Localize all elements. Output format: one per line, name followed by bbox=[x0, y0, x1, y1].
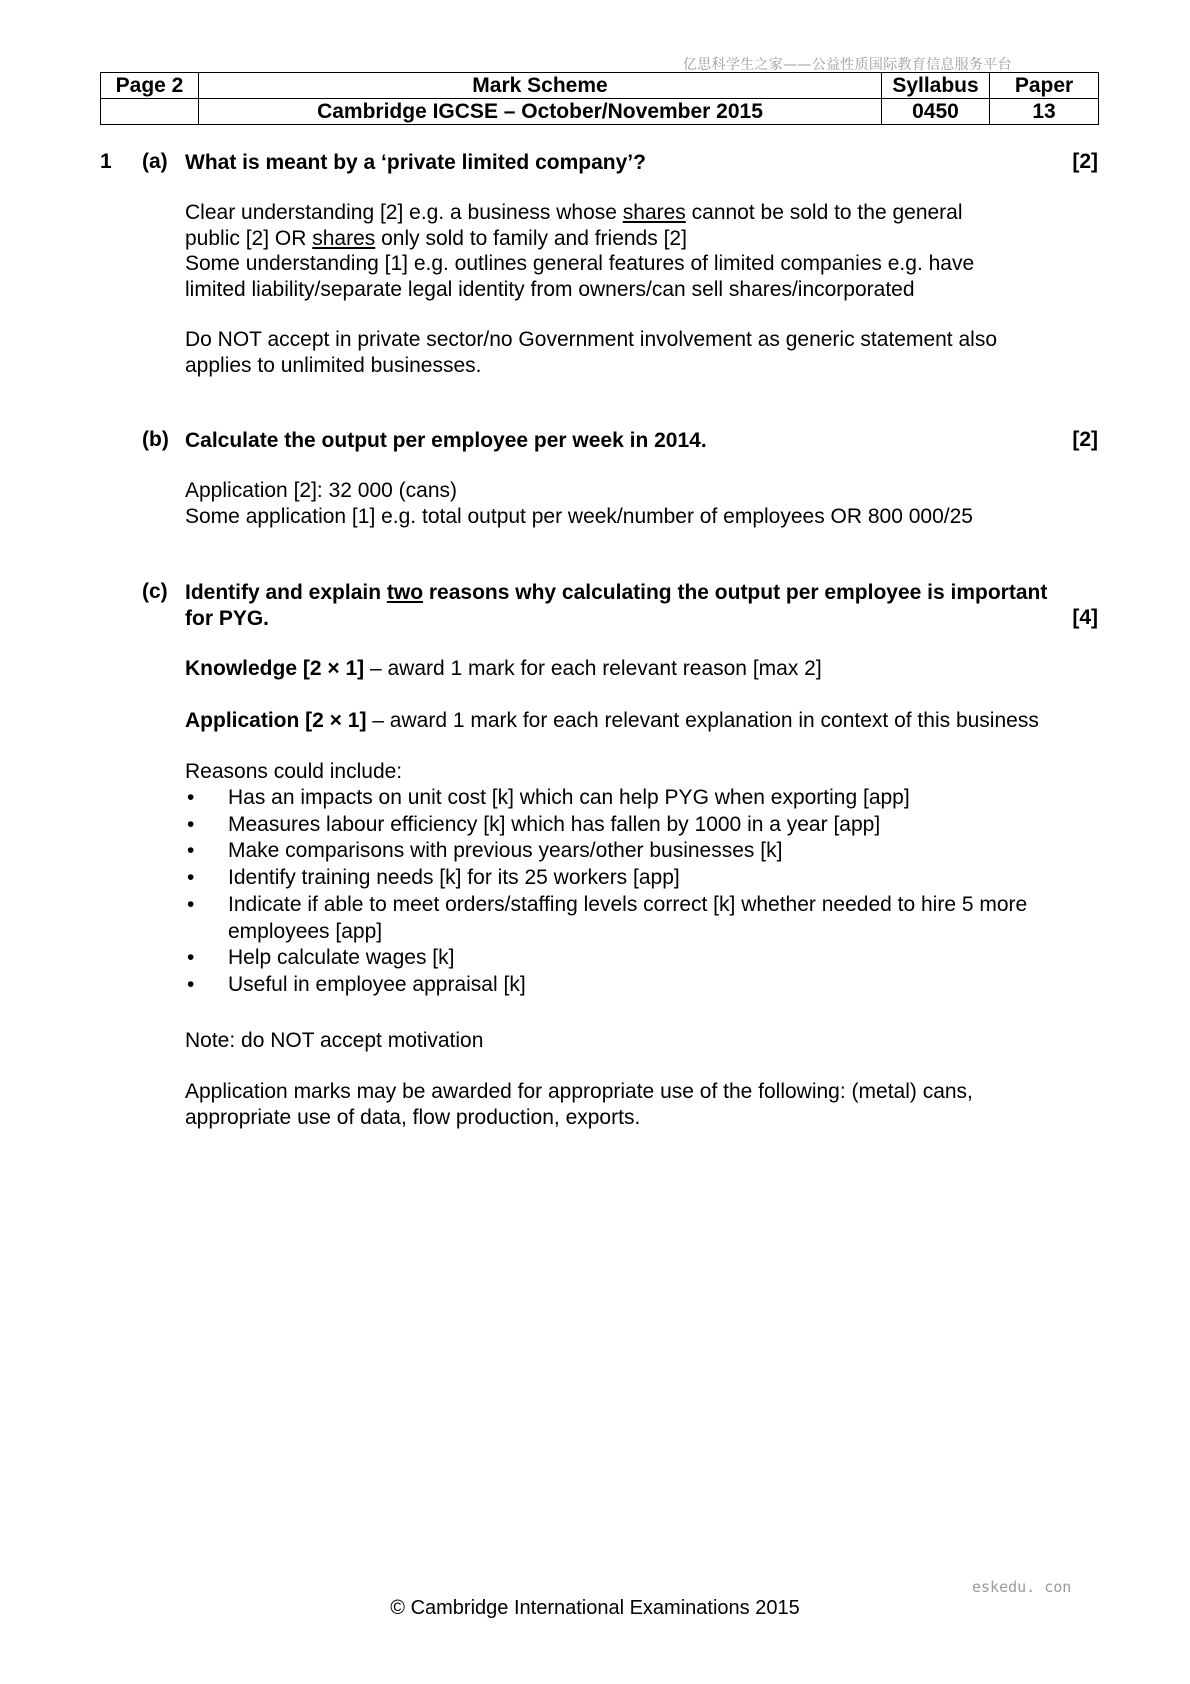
watermark-bottom: eskedu. con bbox=[972, 1578, 1072, 1596]
part-a-prompt: What is meant by a ‘private limited company’? bbox=[185, 151, 646, 174]
part-b-line-2: Some application [1] e.g. total output per week/number of employees OR 800 000/25 bbox=[185, 504, 973, 528]
part-c-app-line-1: Application marks may be awarded for appropriate use of the following: (metal) cans, bbox=[185, 1080, 973, 1103]
list-item: • Useful in employee appraisal [k] bbox=[185, 972, 1095, 999]
question-number: 1 bbox=[100, 150, 112, 173]
list-item: • Has an impacts on unit cost [k] which can help PYG when exporting [app] bbox=[185, 785, 1095, 812]
list-item: • Make comparisons with previous years/other businesses [k] bbox=[185, 838, 1095, 865]
part-c-app-line-2: appropriate use of data, flow production, exports. bbox=[185, 1105, 641, 1129]
page-cell: Page 2 bbox=[101, 73, 199, 99]
part-c-application-marks bbox=[185, 1079, 1095, 1130]
part-b-prompt: Calculate the output per employee per week in 2014. bbox=[185, 429, 707, 452]
part-c-prompt bbox=[185, 580, 1097, 631]
part-b-line-1: Application [2]: 32 000 (cans) bbox=[185, 479, 457, 502]
list-item: • Identify training needs [k] for its 25 workers [app] bbox=[185, 865, 1095, 892]
part-c-prompt-line-2: for PYG. bbox=[185, 606, 270, 630]
part-b-marks: [2] bbox=[1072, 428, 1098, 451]
paper-label-cell: Paper bbox=[990, 73, 1099, 99]
footer-copyright: © Cambridge International Examinations 2015 bbox=[390, 1597, 800, 1619]
part-a-label: (a) bbox=[142, 150, 168, 173]
syllabus-label-cell: Syllabus bbox=[882, 73, 990, 99]
part-a-line-6: applies to unlimited businesses. bbox=[185, 353, 482, 377]
paper-cell: 13 bbox=[990, 99, 1099, 125]
part-c-note: Note: do NOT accept motivation bbox=[185, 1029, 484, 1052]
syllabus-cell: 0450 bbox=[882, 99, 990, 125]
part-c-reasons-list bbox=[185, 785, 1095, 999]
part-a-line-3: Some understanding [1] e.g. outlines general features of limited companies e.g. have bbox=[185, 252, 975, 275]
part-a-line-4: limited liability/separate legal identity from owners/can sell shares/incorporated bbox=[185, 277, 915, 301]
title-cell: Mark Scheme bbox=[199, 73, 882, 99]
subtitle-cell: Cambridge IGCSE – October/November 2015 bbox=[199, 99, 882, 125]
part-c-prompt-line-1: Identify and explain two reasons why calculating the output per employee is important bbox=[185, 581, 1048, 604]
part-c-reasons-intro: Reasons could include: bbox=[185, 760, 403, 783]
part-a-marks: [2] bbox=[1072, 150, 1098, 173]
part-c-application: Application [2 × 1] – award 1 mark for each relevant explanation in context of this business bbox=[185, 709, 1039, 732]
part-c-marks: [4] bbox=[1072, 606, 1098, 629]
list-item: • Help calculate wages [k] bbox=[185, 945, 1095, 972]
part-a-line-1: Clear understanding [2] e.g. a business whose shares cannot be sold to the general bbox=[185, 201, 963, 224]
list-item: • Measures labour efficiency [k] which has fallen by 1000 in a year [app] bbox=[185, 812, 1095, 839]
empty-cell bbox=[101, 99, 199, 125]
part-a-exclusion bbox=[185, 327, 1095, 378]
part-a-answer bbox=[185, 200, 1095, 302]
part-c-label: (c) bbox=[142, 580, 168, 603]
part-b-answer bbox=[185, 478, 1095, 529]
header-table bbox=[100, 72, 1099, 125]
part-a-line-5: Do NOT accept in private sector/no Government involvement as generic statement also bbox=[185, 328, 997, 351]
watermark-top: 亿思科学生之家——公益性质国际教育信息服务平台 bbox=[683, 57, 1012, 73]
part-c-knowledge: Knowledge [2 × 1] – award 1 mark for each relevant reason [max 2] bbox=[185, 657, 822, 680]
part-b-label: (b) bbox=[142, 428, 169, 451]
list-item: • Indicate if able to meet orders/staffing levels correct [k] whether needed to hire 5 more employees [app] bbox=[185, 892, 1065, 945]
part-a-line-2: public [2] OR shares only sold to family and friends [2] bbox=[185, 226, 687, 250]
